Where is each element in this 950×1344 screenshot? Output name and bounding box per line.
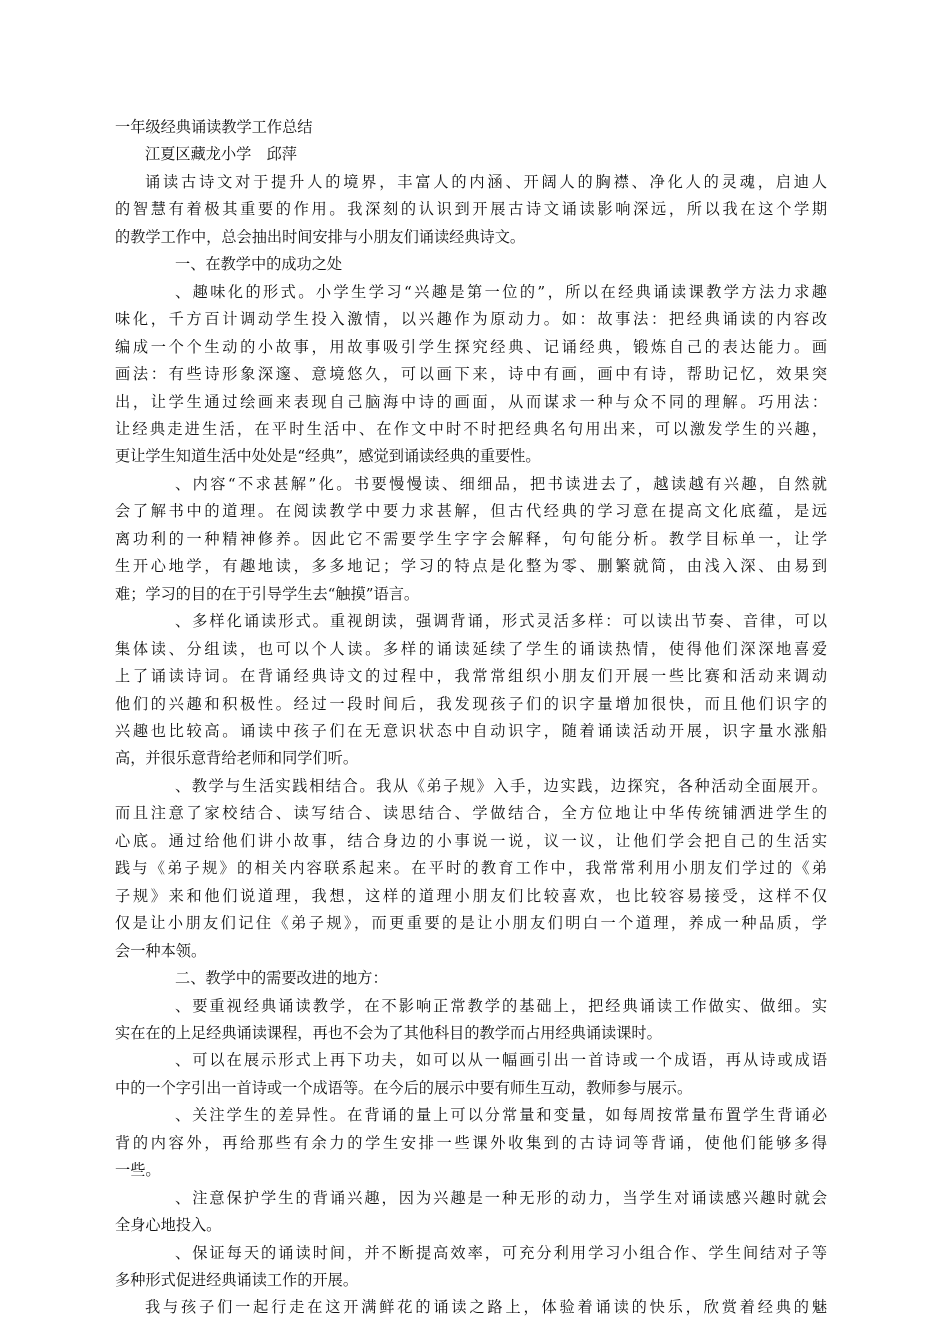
paragraph-line: 、要重视经典诵读教学，在不影响正常教学的基础上，把经典诵读工作做实、做细。实 xyxy=(175,996,827,1015)
section-heading: 二、教学中的需要改进的地方： xyxy=(175,969,388,988)
paragraph-line: 、可以在展示形式上再下功夫，如可以从一幅画引出一首诗或一个成语，再从诗或成语 xyxy=(175,1051,827,1070)
paragraph-line: 、多样化诵读形式。重视朗读，强调背诵，形式灵活多样：可以读出节奏、音律，可以 xyxy=(175,612,827,631)
paragraph-line: 子规》来和他们说道理，我想，这样的道理小朋友们比较喜欢，也比较容易接受，这样不仅 xyxy=(115,886,827,905)
paragraph-line: 、关注学生的差异性。在背诵的量上可以分常量和变量，如每周按常量布置学生背诵必 xyxy=(175,1106,827,1125)
paragraph-line: 背的内容外，再给那些有余力的学生安排一些课外收集到的古诗词等背诵，使他们能够多得 xyxy=(115,1133,827,1152)
section-heading: 一、在教学中的成功之处 xyxy=(175,255,343,274)
paragraph-line: 多种形式促进经典诵读工作的开展。 xyxy=(115,1271,358,1290)
paragraph-line: 心底。通过给他们讲小故事，结合身边的小事说一说，议一议，让他们学会把自己的生活实 xyxy=(115,831,827,850)
paragraph-line: 诵读古诗文对于提升人的境界，丰富人的内涵、开阔人的胸襟、净化人的灵魂，启迪人 xyxy=(145,172,827,191)
paragraph-line: 实在在的上足经典诵读课程，再也不会为了其他科目的教学而占用经典诵读课时。 xyxy=(115,1023,662,1042)
paragraph-line: 高，并很乐意背给老师和同学们听。 xyxy=(115,749,358,768)
paragraph-line: 编成一个个生动的小故事，用故事吸引学生探究经典、记诵经典，锻炼自己的表达能力。画 xyxy=(115,337,827,356)
paragraph-line: 的教学工作中，总会抽出时间安排与小朋友们诵读经典诗文。 xyxy=(115,227,526,246)
paragraph-line: 生开心地学，有趣地读，多多地记；学习的特点是化整为零、删繁就简，由浅入深、由易到 xyxy=(115,557,827,576)
paragraph-line: 味化，千方百计调动学生投入激情，以兴趣作为原动力。如：故事法：把经典诵读的内容改 xyxy=(115,310,827,329)
paragraph-line: 、教学与生活实践相结合。我从《弟子规》入手，边实践，边探究，各种活动全面展开。 xyxy=(175,776,827,795)
document-page xyxy=(115,114,827,1322)
paragraph-line: 、内容“不求甚解”化。书要慢慢读、细细品，把书读进去了，越读越有兴趣，自然就 xyxy=(175,474,827,493)
paragraph-line: 更让学生知道生活中处处是“经典”，感觉到诵读经典的重要性。 xyxy=(115,447,541,466)
paragraph-line: 仅是让小朋友们记住《弟子规》，而更重要的是让小朋友们明白一个道理，养成一种品质，学 xyxy=(115,914,827,933)
paragraph-line: 、注意保护学生的背诵兴趣，因为兴趣是一种无形的动力，当学生对诵读感兴趣时就会 xyxy=(175,1188,827,1207)
paragraph-line: 践与《弟子规》的相关内容联系起来。在平时的教育工作中，我常常利用小朋友们学过的《弟 xyxy=(115,859,827,878)
paragraph-line: 中的一个字引出一首诗或一个成语等。在今后的展示中要有师生互动，教师参与展示。 xyxy=(115,1078,693,1097)
paragraph-line: 会了解书中的道理。在阅读教学中要力求甚解，但古代经典的学习意在提高文化底蕴，是远 xyxy=(115,502,827,521)
paragraph-line: 一些。 xyxy=(115,1161,161,1180)
paragraph-line: 、趣味化的形式。小学生学习“兴趣是第一位的”，所以在经典诵读课教学方法力求趣 xyxy=(175,282,827,301)
paragraph-line: 他们的兴趣和积极性。经过一段时间后，我发现孩子们的识字量增加很快，而且他们识字的 xyxy=(115,694,827,713)
document-title: 一年级经典诵读教学工作总结 xyxy=(115,118,313,136)
paragraph-line: 离功利的一种精神修养。因此它不需要学生字字会解释，句句能分析。教学目标单一，让学 xyxy=(115,529,827,548)
paragraph-line: 让经典走进生活，在平时生活中、在作文中时不时把经典名句用出来，可以激发学生的兴趣， xyxy=(115,419,827,438)
author-line: 江夏区藏龙小学 邱萍 xyxy=(145,145,297,164)
paragraph-line: 出，让学生通过绘画来表现自己脑海中诗的画面，从而谋求一种与众不同的理解。巧用法： xyxy=(115,392,827,411)
paragraph-line: 我与孩子们一起行走在这开满鲜花的诵读之路上，体验着诵读的快乐，欣赏着经典的魅 xyxy=(145,1298,827,1317)
paragraph-line: 上了诵读诗词。在背诵经典诗文的过程中，我常常组织小朋友们开展一些比赛和活动来调动 xyxy=(115,667,827,686)
paragraph-line: 、保证每天的诵读时间，并不断提高效率，可充分利用学习小组合作、学生间结对子等 xyxy=(175,1243,827,1262)
paragraph-line: 兴趣也比较高。诵读中孩子们在无意识状态中自动识字，随着诵读活动开展，识字量水涨船 xyxy=(115,721,827,740)
paragraph-line: 画法：有些诗形象深邃、意境悠久，可以画下来，诗中有画，画中有诗，帮助记忆，效果突 xyxy=(115,365,827,384)
paragraph-line: 的智慧有着极其重要的作用。我深刻的认识到开展古诗文诵读影响深远，所以我在这个学期 xyxy=(115,200,827,219)
paragraph-line: 会一种本领。 xyxy=(115,941,207,960)
paragraph-line: 集体读、分组读，也可以个人读。多样的诵读延续了学生的诵读热情，使得他们深深地喜爱 xyxy=(115,639,827,658)
paragraph-line: 全身心地投入。 xyxy=(115,1216,222,1235)
paragraph-line: 而且注意了家校结合、读写结合、读思结合、学做结合，全方位地让中华传统铺洒进学生的 xyxy=(115,804,827,823)
paragraph-line: 难；学习的目的在于引导学生去“触摸”语言。 xyxy=(115,584,420,603)
